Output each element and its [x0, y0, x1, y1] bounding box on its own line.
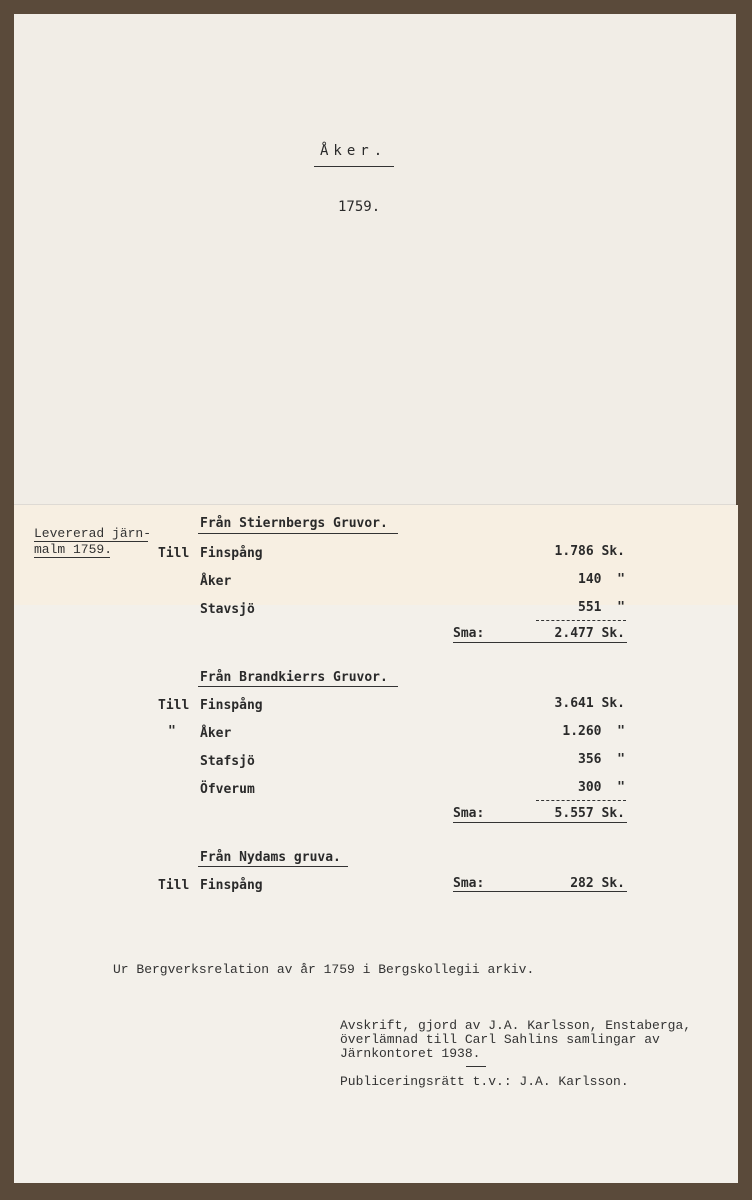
row-amount: 1.786 Sk. [554, 544, 625, 559]
sum-value: 5.557 Sk. [554, 806, 625, 821]
side-note-line2: malm 1759. [34, 542, 113, 557]
row-prefix: " [168, 724, 176, 739]
document-year: 1759. [338, 199, 381, 215]
document-title: Åker. [320, 143, 388, 159]
footer-line2: överlämnad till Carl Sahlins samlingar av [340, 1032, 660, 1047]
sum-label: Sma: [453, 876, 485, 891]
footer-divider [466, 1066, 486, 1067]
row-place: Stafsjö [200, 754, 255, 769]
side-note-underline2 [34, 557, 110, 558]
section-heading-underline [198, 866, 348, 867]
row-amount: 356 " [578, 752, 625, 767]
row-place: Öfverum [200, 782, 255, 797]
row-prefix: Till [158, 546, 190, 561]
footer-line3: Järnkontoret 1938. [340, 1046, 481, 1061]
row-prefix: Till [158, 698, 190, 713]
footer-line4: Publiceringsrätt t.v.: J.A. Karlsson. [340, 1074, 629, 1089]
row-place: Finspång [200, 698, 263, 713]
sum-divider [536, 620, 626, 621]
sum-label: Sma: [453, 626, 485, 641]
side-note-line1: Levererad järn- [34, 526, 152, 541]
row-place: Finspång [200, 546, 263, 561]
sum-divider [536, 800, 626, 801]
row-prefix: Till [158, 878, 190, 893]
page-top-sheet [14, 14, 736, 514]
footer-line1: Avskrift, gjord av J.A. Karlsson, Enstaberga, [340, 1018, 692, 1033]
source-line: Ur Bergverksrelation av år 1759 i Bergskollegii arkiv. [113, 962, 535, 977]
section-heading: Från Nydams gruva. [200, 850, 341, 865]
section-heading: Från Stiernbergs Gruvor. [200, 516, 388, 531]
sum-underline [453, 642, 627, 643]
row-place: Finspång [200, 878, 263, 893]
sum-underline [453, 822, 627, 823]
section-heading: Från Brandkierrs Gruvor. [200, 670, 388, 685]
row-place: Åker [200, 726, 232, 741]
row-place: Stavsjö [200, 602, 255, 617]
sum-label: Sma: [453, 806, 485, 821]
row-place: Åker [200, 574, 232, 589]
title-underline [314, 166, 394, 167]
section-heading-underline [198, 533, 398, 534]
sum-underline [453, 891, 627, 892]
row-amount: 3.641 Sk. [554, 696, 625, 711]
sum-value: 282 Sk. [570, 876, 625, 891]
section-heading-underline [198, 686, 398, 687]
row-amount: 300 " [578, 780, 625, 795]
row-amount: 1.260 " [562, 724, 625, 739]
row-amount: 551 " [578, 600, 625, 615]
row-amount: 140 " [578, 572, 625, 587]
sum-value: 2.477 Sk. [554, 626, 625, 641]
